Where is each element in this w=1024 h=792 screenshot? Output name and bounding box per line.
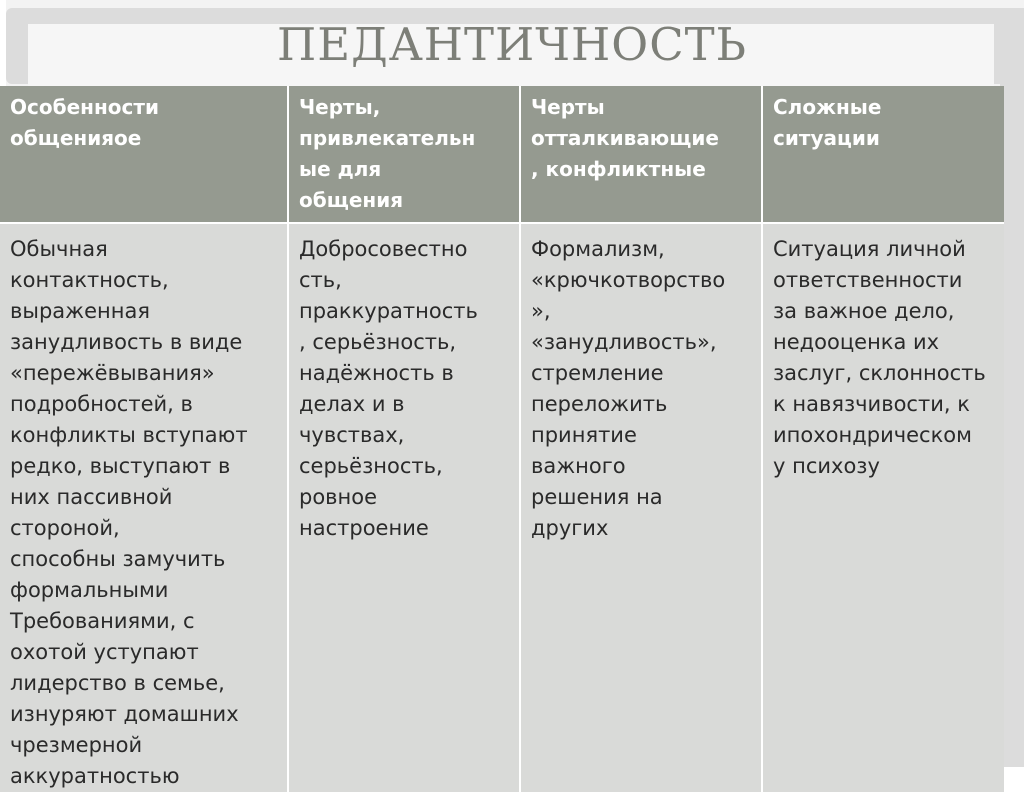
cell-line: праккуратность [299,299,478,323]
cell-line: «пережёвывания» [10,361,215,385]
cell-line: , серьёзность, [299,330,457,354]
cell-line: у психозу [773,454,880,478]
header-line: ые для [299,157,382,181]
cell-line: ровное [299,485,378,509]
cell-line: серьёзность, [299,454,443,478]
header-line: Особенности [10,95,159,119]
header-repulsive-traits [520,86,762,223]
cell-line: конфликты вступают [10,423,248,447]
cell-line: изнуряют домашних [10,702,239,726]
cell-line: надёжность в [299,361,454,385]
cell-line: ипохондрическом [773,423,972,447]
slide-title: ПЕДАНТИЧНОСТЬ [277,18,747,71]
cell-line: Обычная [10,237,108,261]
cell-difficult-situations [762,223,1004,792]
cell-line: них пассивной [10,485,173,509]
cell-line: способны замучить [10,547,226,571]
cell-line: недооценка их [773,330,940,354]
cell-line: стороной, [10,516,120,540]
table-header-row [0,86,1004,223]
cell-line: стремление [531,361,664,385]
cell-line: охотой уступают [10,640,199,664]
cell-line: чрезмерной [10,733,143,757]
header-line: общенияое [10,126,142,150]
cell-line: решения на [531,485,663,509]
header-line: Черты, [299,95,381,119]
cell-repulsive-traits [520,223,762,792]
cell-line: Формализм, [531,237,665,261]
cell-line: принятие [531,423,637,447]
cell-line: выраженная [10,299,150,323]
cell-line: Требованиями, с [10,609,195,633]
cell-attractive-traits [288,223,520,792]
header-attractive-traits [288,86,520,223]
table-row [0,223,1004,792]
cell-line: занудливость в виде [10,330,243,354]
cell-line: «крючкотворство [531,268,726,292]
cell-line: других [531,516,609,540]
cell-line: чувствах, [299,423,405,447]
cell-line: подробностей, в [10,392,193,416]
header-line: общения [299,188,404,212]
traits-table [0,86,1004,792]
cell-line: Добросовестно [299,237,468,261]
cell-line: делах и в [299,392,405,416]
cell-line: редко, выступают в [10,454,231,478]
cell-line: переложить [531,392,668,416]
cell-line: за важное дело, [773,299,955,323]
header-line: отталкивающие [531,126,719,150]
cell-line: сть, [299,268,342,292]
header-line: Сложные [773,95,882,119]
cell-line: к навязчивости, к [773,392,970,416]
header-difficult-situations [762,86,1004,223]
cell-line: », [531,299,551,323]
header-line: , конфликтные [531,157,706,181]
cell-line: «занудливость», [531,330,717,354]
cell-line: аккуратностью [10,764,180,788]
header-line: Черты [531,95,605,119]
cell-line: контактность, [10,268,169,292]
cell-line: важного [531,454,626,478]
cell-line: Ситуация личной [773,237,966,261]
header-line: привлекательн [299,126,476,150]
cell-line: формальными [10,578,169,602]
cell-line: заслуг, склонность [773,361,986,385]
cell-communication-features [0,223,288,792]
cell-line: настроение [299,516,429,540]
header-communication-features [0,86,288,223]
cell-line: лидерство в семье, [10,671,225,695]
cell-line: ответственности [773,268,963,292]
header-line: ситуации [773,126,880,150]
